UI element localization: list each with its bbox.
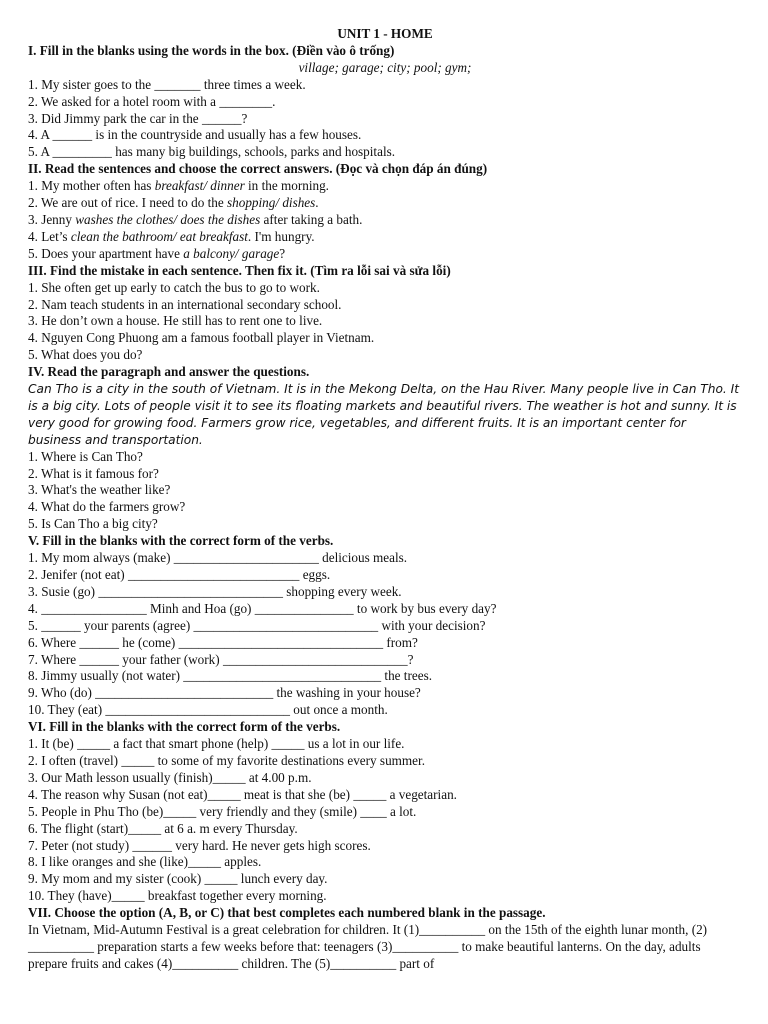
s4-question: 5. Is Can Tho a big city? [28,516,158,532]
s6-item: 9. My mom and my sister (cook) _____ lunch every day. [28,871,328,887]
page-title: UNIT 1 - HOME [337,26,433,41]
s5-item: 6. Where ______ he (come) _______________________________ from? [28,634,418,650]
s4-question: 2. What is it famous for? [28,465,159,481]
section-5-heading: V. Fill in the blanks with the correct form of the verbs. [28,533,334,549]
s2-item: 4. Let’s clean the bathroom/ eat breakfast. I'm hungry. [28,228,315,244]
s5-item: 5. ______ your parents (agree) ____________________________ with your decision? [28,617,486,633]
s5-item: 7. Where ______ your father (work) ____________________________? [28,651,414,667]
section-3-heading: III. Find the mistake in each sentence. Then fix it. (Tìm ra lỗi sai và sửa lỗi) [28,262,451,278]
s2-options: washes the clothes/ does the dishes [75,211,261,227]
s5-item: 9. Who (do) ___________________________ the washing in your house? [28,685,421,701]
s6-item: 8. I like oranges and she (like)_____ apples. [28,854,262,870]
s4-question: 4. What do the farmers grow? [28,499,186,515]
section-1-heading: I. Fill in the blanks using the words in the box. (Điền vào ô trống) [28,42,395,58]
s6-item: 5. People in Phu Tho (be)_____ very friendly and they (smile) ____ a lot. [28,803,417,819]
s2-item: 5. Does your apartment have a balcony/ garage? [28,245,286,261]
s4-question: 3. What's the weather like? [28,482,171,498]
s3-item: 4. Nguyen Cong Phuong am a famous football player in Vietnam. [28,330,375,346]
section-4-heading: IV. Read the paragraph and answer the questions. [28,364,310,380]
s2-options: breakfast/ dinner [154,178,245,194]
s6-item: 1. It (be) _____ a fact that smart phone (help) _____ us a lot in our life. [28,736,405,752]
s6-item: 7. Peter (not study) ______ very hard. He never gets high scores. [28,837,371,853]
s3-item: 5. What does you do? [28,347,143,363]
s3-item: 3. He don’t own a house. He still has to rent one to live. [28,313,323,329]
section-7-heading: VII. Choose the option (A, B, or C) that best completes each numbered blank in the passage. [28,905,546,921]
s6-item: 6. The flight (start)_____ at 6 a. m every Thursday. [28,820,298,836]
s6-item: 2. I often (travel) _____ to some of my favorite destinations every summer. [28,752,425,768]
s2-options: clean the bathroom/ eat breakfast [70,228,248,244]
cloze-passage: In Vietnam, Mid-Autumn Festival is a great celebration for children. It (1)__________ on the 15th of the eighth lunar month, (2) __________ preparation starts a few weeks before that: teenagers (3)__________ to make beautiful lanterns. On the day, adults prepare fruits and cakes (4)__________ children. The (5)__________ part of [28,922,708,971]
s2-item: 1. My mother often has breakfast/ dinner in the morning. [28,178,329,194]
s2-item: 3. Jenny washes the clothes/ does the dishes after taking a bath. [28,211,363,227]
s6-item: 10. They (have)_____ breakfast together every morning. [28,888,327,904]
s1-item: 3. Did Jimmy park the car in the ______? [28,110,248,126]
s5-item: 10. They (eat) ____________________________ out once a month. [28,702,388,718]
s1-item: 5. A _________ has many big buildings, schools, parks and hospitals. [28,144,396,160]
s5-item: 3. Susie (go) ____________________________ shopping every week. [28,583,402,599]
s6-item: 3. Our Math lesson usually (finish)_____ at 4.00 p.m. [28,769,312,785]
s5-item: 2. Jenifer (not eat) __________________________ eggs. [28,567,331,582]
section-6-heading: VI. Fill in the blanks with the correct form of the verbs. [28,719,341,735]
s3-item: 1. She often get up early to catch the bus to go to work. [28,279,320,295]
s2-options: shopping/ dishes [227,195,316,211]
s5-item: 1. My mom always (make) ______________________ delicious meals. [28,550,408,566]
s4-question: 1. Where is Can Tho? [28,448,143,464]
reading-paragraph: Can Tho is a city in the south of Vietnam. It is in the Mekong Delta, on the Hau River. Many people live in Can Tho. It is a big city. Lots of people visit it to see its floating markets and beautiful rivers. The weather is hot and sunny. It is very good for growing food. Farmers grow rice, vegetables, and different fruits. It is an important center for business and transportation. [28,382,740,447]
s5-item: 8. Jimmy usually (not water) ______________________________ the trees. [28,668,433,684]
word-box: village; garage; city; pool; gym; [298,59,472,75]
s1-item: 2. We asked for a hotel room with a ________. [28,93,276,109]
section-2-heading: II. Read the sentences and choose the correct answers. (Đọc và chọn đáp án đúng) [28,161,488,177]
s3-item: 2. Nam teach students in an international secondary school. [28,296,342,312]
s5-item: 4. ________________ Minh and Hoa (go) _______________ to work by bus every day? [28,600,497,616]
s1-item: 4. A ______ is in the countryside and usually has a few houses. [28,127,362,143]
s6-item: 4. The reason why Susan (not eat)_____ meat is that she (be) _____ a vegetarian. [28,786,457,802]
s2-item: 2. We are out of rice. I need to do the shopping/ dishes. [28,195,319,211]
s2-options: a balcony/ garage [183,245,280,261]
s1-item: 1. My sister goes to the _______ three times a week. [28,76,306,92]
